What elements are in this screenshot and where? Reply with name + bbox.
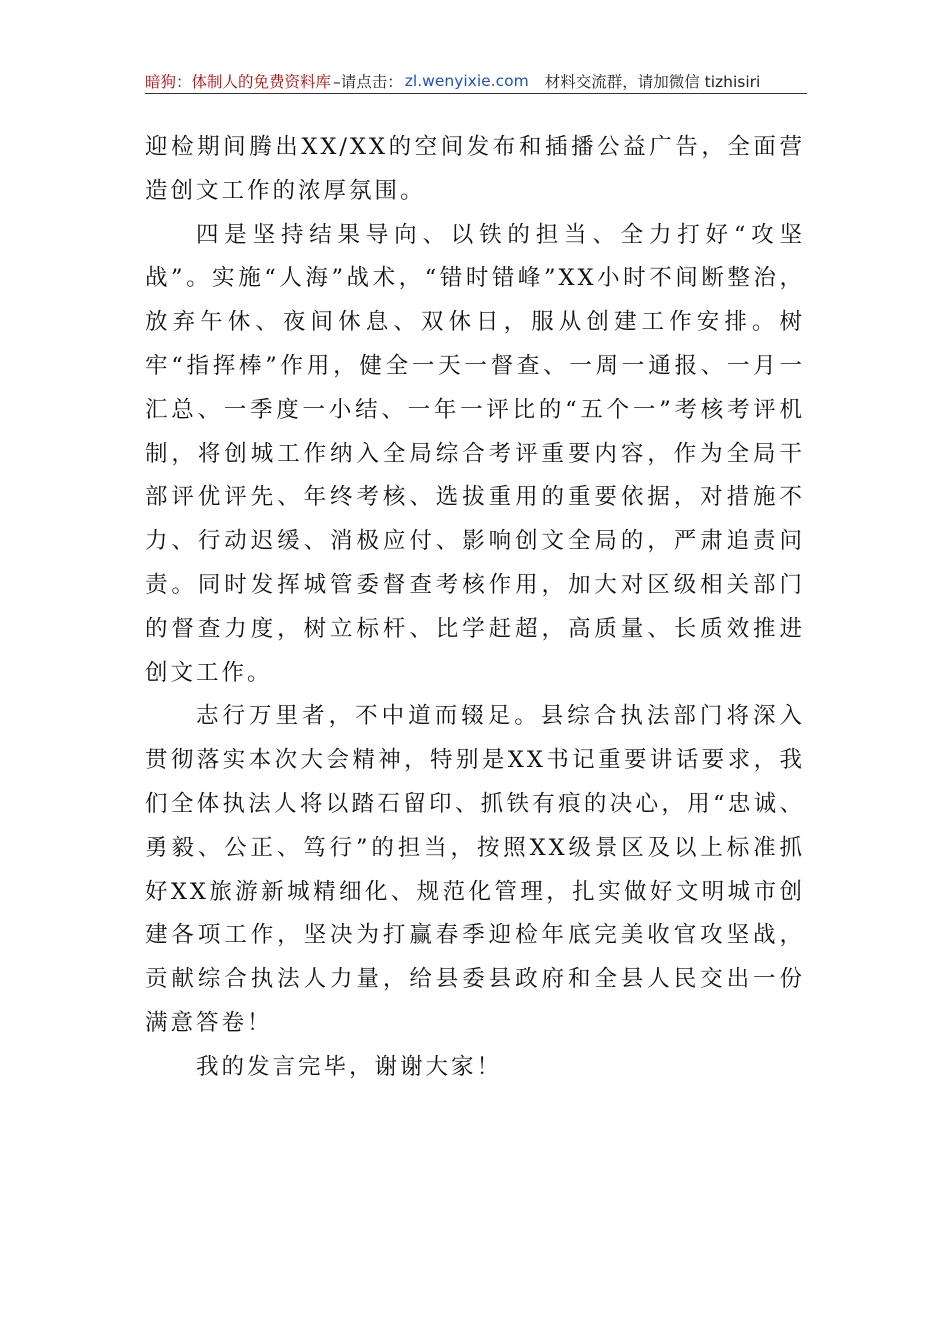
paragraph-2: 四是坚持结果导向、以铁的担当、全力打好“攻坚战”。实施“人海”战术，“错时错峰”XX小时不间断整治，放弃午休、夜间休息、双休日，服从创建工作安排。树牢“指挥棒”作用，健全一天一督查、一周一通报、一月一汇总、一季度一小结、一年一评比的“五个一”考核考评机制，将创城工作纳入全局综合考评重要内容，作为全局干部评优评先、年终考核、选拔重用的重要依据，对措施不力、行动迟缓、消极应付、影响创文全局的，严肃追责问责。同时发挥城管委督查考核作用，加大对区级相关部门的督查力度，树立标杆、比学赶超，高质量、长质效推进创文工作。 xyxy=(145,221,805,686)
header-divider xyxy=(145,93,807,94)
paragraph-4: 我的发言完毕，谢谢大家！ xyxy=(196,1053,503,1080)
document-body xyxy=(145,126,805,1090)
header-url-link[interactable]: zl.wenyixie.com xyxy=(404,72,529,90)
paragraph-1: 迎检期间腾出XX/XX的空间发布和插播公益广告，全面营造创文工作的浓厚氛围。 xyxy=(145,134,805,204)
header-brand: 暗狗：体制人的免费资料库 xyxy=(145,73,332,91)
header-separator: –请点击： xyxy=(333,73,403,91)
page-header xyxy=(145,68,807,94)
header-group-info: 材料交流群，请加微信 tizhisiri xyxy=(544,73,761,91)
paragraph-3: 志行万里者，不中道而辍足。县综合执法部门将深入贯彻落实本次大会精神，特别是XX书记重要讲话要求，我们全体执法人将以踏石留印、抓铁有痕的决心，用“忠诚、勇毅、公正、笃行”的担当，按照XX级景区及以上标准抓好XX旅游新城精细化、规范化管理，扎实做好文明城市创建各项工作，坚决为打赢春季迎检年底完美收官攻坚战，贡献综合执法人力量，给县委县政府和全县人民交出一份满意答卷！ xyxy=(145,703,805,1036)
